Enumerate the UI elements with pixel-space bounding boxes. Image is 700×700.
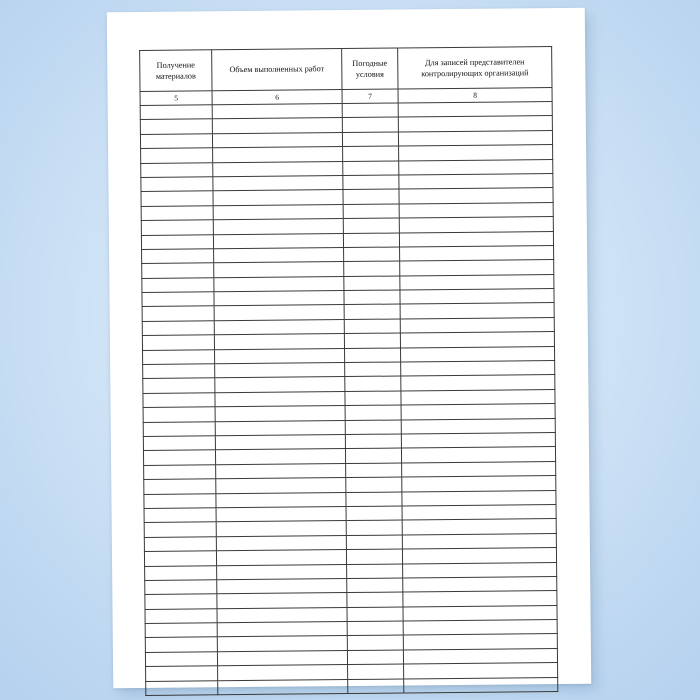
table-cell xyxy=(213,204,343,220)
table-cell xyxy=(346,535,402,550)
table-cell xyxy=(400,260,554,276)
table-row xyxy=(146,677,558,695)
table-cell xyxy=(401,433,555,449)
table-cell xyxy=(344,333,400,348)
table-cell xyxy=(401,418,555,434)
table-cell xyxy=(402,461,556,477)
table-cell xyxy=(212,118,342,134)
table-cell xyxy=(140,134,212,149)
table-cell xyxy=(399,202,553,218)
table-cell xyxy=(215,406,345,422)
table-cell xyxy=(402,476,556,492)
table-cell xyxy=(145,623,217,638)
table-cell xyxy=(217,607,347,623)
table-cell xyxy=(403,591,557,607)
table-cell xyxy=(403,620,557,636)
table-cell xyxy=(398,102,552,118)
table-cell xyxy=(343,233,399,248)
table-cell xyxy=(344,319,400,334)
form-sheet xyxy=(139,46,557,696)
table-cell xyxy=(344,290,400,305)
table-cell xyxy=(213,219,343,235)
table-cell xyxy=(143,393,215,408)
table-cell xyxy=(342,117,398,132)
table-cell xyxy=(343,189,399,204)
column-header-materials: Получение материалов xyxy=(140,50,212,92)
table-cell xyxy=(398,130,552,146)
table-cell xyxy=(215,363,345,379)
table-cell xyxy=(143,407,215,422)
table-cell xyxy=(347,578,403,593)
table-cell xyxy=(212,132,342,148)
table-cell xyxy=(401,375,555,391)
table-cell xyxy=(214,319,344,335)
table-cell xyxy=(216,463,346,479)
table-cell xyxy=(343,161,399,176)
table-cell xyxy=(400,289,554,305)
table-cell xyxy=(214,262,344,278)
table-cell xyxy=(142,249,214,264)
table-cell xyxy=(403,605,557,621)
table-body xyxy=(140,102,558,696)
table-cell xyxy=(345,434,401,449)
table-cell xyxy=(140,119,212,134)
table-cell xyxy=(346,549,402,564)
table-cell xyxy=(402,504,556,520)
table-cell xyxy=(215,420,345,436)
table-cell xyxy=(145,580,217,595)
table-cell xyxy=(345,420,401,435)
table-cell xyxy=(347,563,403,578)
table-cell xyxy=(345,376,401,391)
table-cell xyxy=(215,377,345,393)
table-cell xyxy=(346,506,402,521)
table-cell xyxy=(348,679,404,694)
table-cell xyxy=(144,522,216,537)
table-cell xyxy=(141,162,213,177)
table-cell xyxy=(218,679,348,695)
table-cell xyxy=(212,104,342,120)
table-cell xyxy=(145,637,217,652)
table-cell xyxy=(141,220,213,235)
table-cell xyxy=(217,593,347,609)
form-table xyxy=(139,46,558,696)
table-cell xyxy=(400,317,554,333)
column-header-work-volume: Объем выполненных работ xyxy=(212,49,342,91)
table-cell xyxy=(216,506,346,522)
table-cell xyxy=(345,405,401,420)
table-cell xyxy=(399,188,553,204)
column-header-weather: Погодные условия xyxy=(342,48,398,90)
table-cell xyxy=(346,492,402,507)
table-cell xyxy=(402,548,556,564)
table-cell xyxy=(144,479,216,494)
table-cell xyxy=(344,247,400,262)
table-cell xyxy=(215,391,345,407)
table-cell xyxy=(344,261,400,276)
table-cell xyxy=(142,306,214,321)
table-cell xyxy=(141,148,213,163)
table-cell xyxy=(346,477,402,492)
table-cell xyxy=(214,276,344,292)
table-cell xyxy=(343,204,399,219)
table-cell xyxy=(400,274,554,290)
table-cell xyxy=(144,537,216,552)
table-cell xyxy=(214,305,344,321)
header-row xyxy=(140,47,552,92)
table-cell xyxy=(347,592,403,607)
table-cell xyxy=(214,291,344,307)
table-cell xyxy=(347,621,403,636)
table-cell xyxy=(213,161,343,177)
table-cell xyxy=(144,551,216,566)
table-cell xyxy=(215,348,345,364)
table-cell xyxy=(216,521,346,537)
table-cell xyxy=(399,231,553,247)
table-cell xyxy=(217,578,347,594)
table-cell xyxy=(401,389,555,405)
table-cell xyxy=(342,132,398,147)
table-cell xyxy=(143,364,215,379)
table-cell xyxy=(399,173,553,189)
table-cell xyxy=(402,490,556,506)
table-cell xyxy=(403,634,557,650)
table-cell xyxy=(403,576,557,592)
table-cell xyxy=(347,650,403,665)
table-cell xyxy=(403,562,557,578)
table-cell xyxy=(214,334,344,350)
table-cell xyxy=(215,435,345,451)
table-cell xyxy=(141,191,213,206)
table-cell xyxy=(345,448,401,463)
table-cell xyxy=(143,378,215,393)
table-cell xyxy=(345,348,401,363)
table-cell xyxy=(348,664,404,679)
table-cell xyxy=(144,493,216,508)
table-cell xyxy=(217,622,347,638)
column-header-inspector-notes: Для записей представителен контролирующих организаций xyxy=(398,47,552,89)
table-cell xyxy=(342,103,398,118)
table-cell xyxy=(346,520,402,535)
table-cell xyxy=(145,608,217,623)
table-cell xyxy=(216,535,346,551)
column-number-8: 8 xyxy=(398,88,552,103)
table-cell xyxy=(145,594,217,609)
table-cell xyxy=(400,245,554,261)
table-cell xyxy=(142,292,214,307)
table-cell xyxy=(142,335,214,350)
table-cell xyxy=(400,346,554,362)
table-cell xyxy=(141,177,213,192)
table-cell xyxy=(142,277,214,292)
table-cell xyxy=(144,508,216,523)
table-cell xyxy=(399,145,553,161)
table-cell xyxy=(214,247,344,263)
table-cell xyxy=(401,447,555,463)
column-number-5: 5 xyxy=(140,91,212,106)
document-page xyxy=(107,8,591,689)
table-cell xyxy=(217,564,347,580)
table-cell xyxy=(213,176,343,192)
table-cell xyxy=(344,304,400,319)
table-cell xyxy=(142,321,214,336)
table-cell xyxy=(400,303,554,319)
table-cell xyxy=(402,533,556,549)
table-cell xyxy=(401,404,555,420)
table-cell xyxy=(404,677,558,693)
table-cell xyxy=(213,233,343,249)
table-cell xyxy=(347,635,403,650)
table-cell xyxy=(143,450,215,465)
table-cell xyxy=(213,190,343,206)
table-cell xyxy=(345,391,401,406)
table-cell xyxy=(402,519,556,535)
table-cell xyxy=(401,361,555,377)
table-cell xyxy=(217,636,347,652)
table-cell xyxy=(398,116,552,132)
table-cell xyxy=(141,234,213,249)
table-cell xyxy=(216,492,346,508)
table-cell xyxy=(216,478,346,494)
table-cell xyxy=(344,276,400,291)
table-cell xyxy=(346,463,402,478)
table-cell xyxy=(140,105,212,120)
column-number-6: 6 xyxy=(212,90,342,105)
table-cell xyxy=(146,666,218,681)
table-cell xyxy=(215,449,345,465)
table-cell xyxy=(403,648,557,664)
table-cell xyxy=(347,607,403,622)
table-cell xyxy=(145,652,217,667)
table-cell xyxy=(143,421,215,436)
table-cell xyxy=(217,650,347,666)
table-cell xyxy=(343,146,399,161)
table-cell xyxy=(144,465,216,480)
table-cell xyxy=(343,218,399,233)
table-cell xyxy=(343,175,399,190)
table-cell xyxy=(142,263,214,278)
table-cell xyxy=(146,680,218,695)
column-number-7: 7 xyxy=(342,89,398,104)
table-cell xyxy=(399,217,553,233)
table-cell xyxy=(218,665,348,681)
table-cell xyxy=(400,332,554,348)
table-cell xyxy=(141,206,213,221)
table-cell xyxy=(399,159,553,175)
table-cell xyxy=(145,565,217,580)
table-cell xyxy=(216,550,346,566)
table-cell xyxy=(143,436,215,451)
table-cell xyxy=(213,147,343,163)
table-cell xyxy=(345,362,401,377)
table-cell xyxy=(143,349,215,364)
table-cell xyxy=(404,663,558,679)
table-header xyxy=(140,47,553,106)
